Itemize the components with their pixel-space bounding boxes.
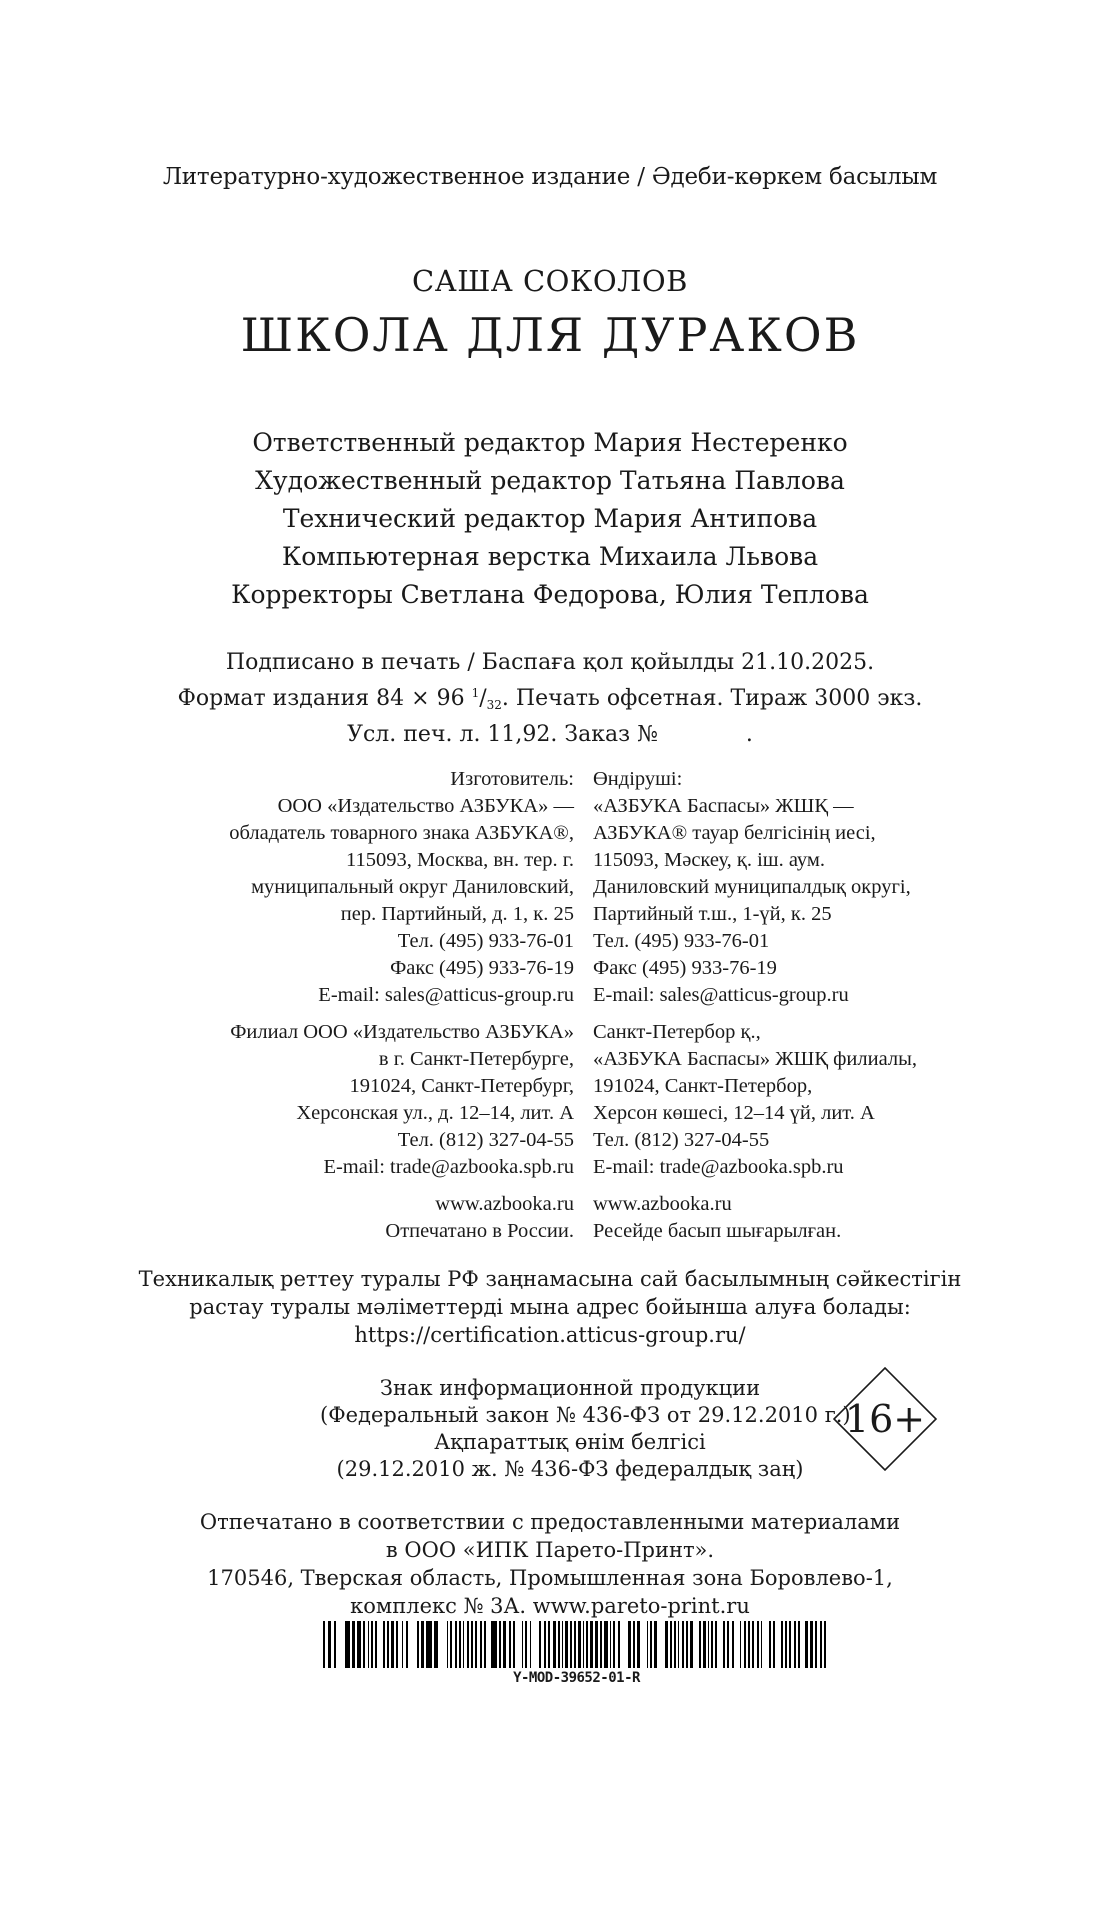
signed-date: Подписано в печать / Баспаға қол қойылды 21.10.2025.	[225, 650, 875, 675]
manufacturer-line: Тел. (495) 933-76-01	[593, 930, 770, 952]
info-sign-line: Ақпараттық өнім белгісі	[434, 1430, 706, 1454]
barcode-bar	[657, 1621, 666, 1668]
manufacturer-line: E-mail: sales@atticus-group.ru	[318, 984, 574, 1006]
branch-line: Санкт-Петербор қ.,	[593, 1021, 761, 1043]
barcode-bar	[531, 1621, 540, 1668]
branch-line: 191024, Санкт-Петербург,	[349, 1075, 574, 1097]
branch-line: Херсонская ул., д. 12–14, лит. А	[296, 1102, 574, 1124]
manufacturer-line: «АЗБУКА Баспасы» ЖШҚ —	[593, 795, 854, 817]
format-line	[0, 678, 1100, 720]
format-prefix: Формат издания 84 × 96	[177, 686, 472, 711]
barcode-bar	[336, 1621, 345, 1668]
printer-line: Отпечатано в соответствии с предоставленными материалами	[199, 1510, 901, 1534]
manufacturer-line: 115093, Москва, вн. тер. г.	[346, 849, 574, 871]
manufacturer-line: 115093, Мәскеу, қ. іш. аум.	[593, 849, 825, 871]
barcode-bar	[826, 1621, 828, 1668]
info-sign-line: Знак информационной продукции	[379, 1376, 761, 1400]
manufacturer-line: Партийный т.ш., 1-үй, к. 25	[593, 903, 832, 925]
manufacturer-line: АЗБУКА® тауар белгісінің иесі,	[593, 822, 876, 844]
branch-line: в г. Санкт-Петербурге,	[378, 1048, 574, 1070]
info-sign-line: (29.12.2010 ж. № 436-ФЗ федералдық заң)	[336, 1457, 804, 1481]
certification-line: растау туралы мәліметтерді мына адрес бойынша алуға болады:	[189, 1295, 911, 1319]
manufacturer-line: Факс (495) 933-76-19	[390, 957, 574, 979]
editorial-credits	[0, 424, 1100, 614]
sheets-order-line	[0, 720, 1100, 750]
manufacturer-line: муниципальный округ Даниловский,	[251, 876, 574, 898]
credit-line: Технический редактор Мария Антипова	[282, 504, 818, 533]
manufacturer-line: ООО «Издательство АЗБУКА» —	[277, 795, 574, 817]
barcode-bar	[620, 1621, 629, 1668]
branch-line: E-mail: trade@azbooka.spb.ru	[593, 1156, 844, 1178]
barcode	[323, 1621, 830, 1668]
author-name: САША СОКОЛОВ	[412, 264, 688, 298]
branch-line: E-mail: trade@azbooka.spb.ru	[323, 1156, 574, 1178]
age-rating-badge	[833, 1367, 937, 1471]
manufacturer-line: E-mail: sales@atticus-group.ru	[593, 984, 849, 1006]
manufacturer-line: пер. Партийный, д. 1, к. 25	[340, 903, 574, 925]
website-link[interactable]: www.azbooka.ru	[593, 1193, 732, 1215]
barcode-label: Y-MOD-39652-01-R	[513, 1670, 640, 1686]
manufacturer-line: Өндіруші:	[593, 768, 683, 790]
barcode-bar	[438, 1621, 447, 1668]
format-fraction: $^1/_{32}$	[471, 686, 502, 712]
credit-line: Корректоры Светлана Федорова, Юлия Теплова	[231, 580, 869, 609]
branch-line: Филиал ООО «Издательство АЗБУКА»	[230, 1021, 574, 1043]
format-suffix: . Печать офсетная. Тираж 3000 экз.	[501, 686, 923, 711]
manufacturer-line: Тел. (495) 933-76-01	[397, 930, 574, 952]
manufacturer-kz	[593, 766, 1053, 1245]
printer-line: в ООО «ИПК Парето-Принт».	[385, 1538, 715, 1562]
fraction-numerator: 1	[471, 686, 480, 700]
printed-in: Отпечатано в России.	[385, 1220, 574, 1242]
branch-line: Тел. (812) 327-04-55	[397, 1129, 574, 1151]
sheets-order: Усл. печ. л. 11,92. Заказ №	[347, 722, 658, 747]
info-sign-line: (Федеральный закон № 436-ФЗ от 29.12.2010 г.)	[320, 1403, 851, 1427]
manufacturer-line: Изготовитель:	[450, 768, 574, 790]
credit-line: Компьютерная верстка Михаила Львова	[281, 542, 819, 571]
printer-info	[0, 1508, 1100, 1620]
manufacturer-line: Даниловский муниципалдық округі,	[593, 876, 911, 898]
certification-line: Техникалық реттеу туралы РФ заңнамасына сай басылымның сәйкестігін	[138, 1267, 962, 1291]
branch-line: «АЗБУКА Баспасы» ЖШҚ филиалы,	[593, 1048, 917, 1070]
manufacturer-ru	[100, 766, 574, 1245]
print-info	[0, 648, 1100, 750]
edition-type: Литературно-художественное издание / Әдеби-көркем басылым	[162, 164, 938, 190]
certification-notice	[0, 1265, 1100, 1349]
barcode-bar	[408, 1621, 417, 1668]
order-end: .	[745, 722, 753, 747]
credit-line: Художественный редактор Татьяна Павлова	[255, 466, 845, 495]
website-link[interactable]: www.azbooka.ru	[435, 1193, 574, 1215]
age-rating-label: 16+	[844, 1397, 926, 1441]
manufacturer-line: Факс (495) 933-76-19	[593, 957, 777, 979]
branch-line: 191024, Санкт-Петербор,	[593, 1075, 813, 1097]
printer-line: 170546, Тверская область, Промышленная зона Боровлево-1,	[207, 1566, 893, 1590]
manufacturer-line: обладатель товарного знака АЗБУКА®,	[229, 822, 574, 844]
branch-line: Тел. (812) 327-04-55	[593, 1129, 770, 1151]
certification-link[interactable]: https://certification.atticus-group.ru/	[354, 1323, 746, 1347]
fraction-denominator: 32	[486, 698, 502, 712]
printed-in: Ресейде басып шығарылған.	[593, 1220, 842, 1242]
printer-line: комплекс № 3А. www.pareto-print.ru	[350, 1594, 750, 1618]
info-product-sign	[320, 1375, 851, 1483]
credit-line: Ответственный редактор Мария Нестеренко	[252, 428, 848, 457]
book-title: ШКОЛА ДЛЯ ДУРАКОВ	[240, 308, 860, 362]
branch-line: Херсон көшесі, 12–14 үй, лит. А	[593, 1102, 875, 1124]
